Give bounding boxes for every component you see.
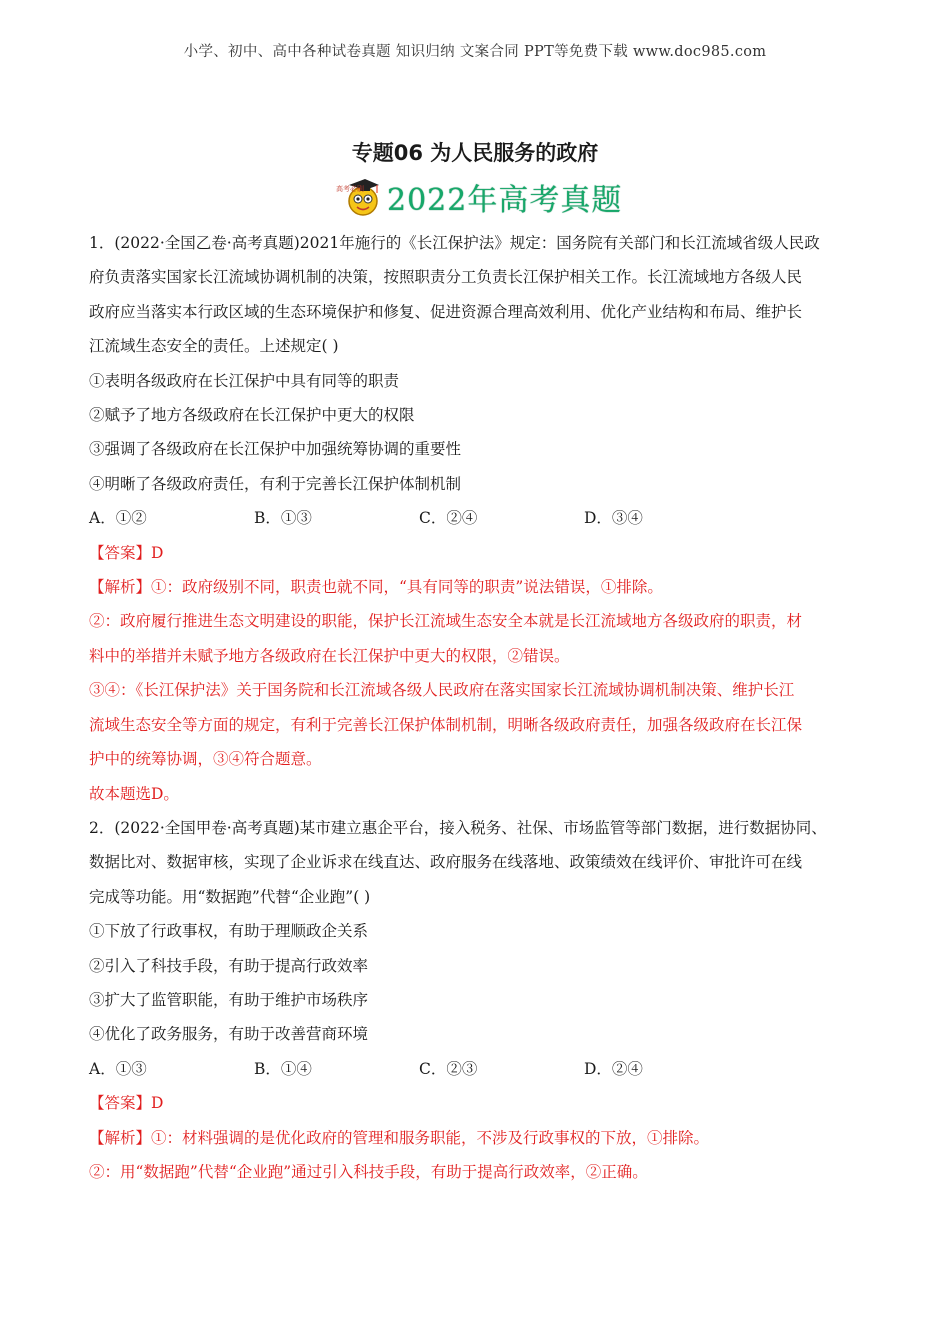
analysis-line: ②：政府履行推进生态文明建设的职能，保护长江流域生态安全本就是长江流域地方各级政府的职责，材 [89, 612, 803, 631]
option-a: A．①② [89, 509, 147, 528]
exam-banner [335, 175, 622, 219]
answer-options [89, 501, 864, 535]
page-title: 专题06 为人民服务的政府 [351, 141, 599, 165]
option-b: B．①④ [254, 1059, 312, 1078]
answer-label: 【答案】D [89, 1094, 164, 1113]
question-stem-line: 2．(2022·全国甲卷·高考真题)某市建立惠企平台，接入税务、社保、市场监管等部门数据，进行数据协同、 [89, 818, 827, 837]
document-body [89, 226, 864, 1189]
question-stem-line: 1．(2022·全国乙卷·高考真题)2021年施行的《长江保护法》规定：国务院有关部门和长江流域省级人民政 [89, 234, 820, 252]
analysis-line: 料中的举措并未赋予地方各级政府在长江保护中更大的权限，②错误。 [89, 646, 570, 665]
analysis-line: 【解析】①：材料强调的是优化政府的管理和服务职能，不涉及行政事权的下放，①排除。 [89, 1128, 710, 1147]
answer-label: 【答案】D [89, 543, 164, 562]
analysis-line: ③④：《长江保护法》关于国务院和长江流域各级人民政府在落实国家长江流域协调机制决策、维护长江 [89, 681, 795, 700]
analysis-line: 【解析】①：政府级别不同，职责也就不同，“具有同等的职责”说法错误，①排除。 [89, 578, 663, 597]
site-header: 小学、初中、高中各种试卷真题 知识归纳 文案合同 PPT等免费下载 www.doc985.com [183, 44, 767, 60]
statement-item: ③扩大了监管职能，有助于维护市场秩序 [89, 990, 369, 1009]
statement-item: ①表明各级政府在长江保护中具有同等的职责 [89, 371, 400, 390]
option-d: D．②④ [584, 1059, 643, 1078]
statement-item: ③强调了各级政府在长江保护中加强统筹协调的重要性 [89, 440, 462, 459]
option-a: A．①③ [89, 1059, 147, 1078]
statement-item: ④优化了政务服务，有助于改善营商环境 [89, 1025, 369, 1044]
question-1 [89, 226, 864, 811]
analysis-line: ②：用“数据跑”代替“企业跑”通过引入科技手段，有助于提高行政效率，②正确。 [89, 1162, 648, 1181]
analysis-line: 流域生态安全等方面的规定，有利于完善长江保护体制机制，明晰各级政府责任，加强各级政府在长江保 [89, 715, 803, 734]
question-stem-line: 江流域生态安全的责任。上述规定( ) [89, 337, 339, 356]
question-stem-line: 完成等功能。用“数据跑”代替“企业跑”( ) [89, 887, 371, 906]
question-2 [89, 811, 864, 1189]
statement-item: ②引入了科技手段，有助于提高行政效率 [89, 956, 369, 975]
question-stem-line: 政府应当落实本行政区域的生态环境保护和修复、促进资源合理高效利用、优化产业结构和布局、维护长 [89, 302, 803, 321]
statement-item: ②赋予了地方各级政府在长江保护中更大的权限 [89, 406, 415, 425]
banner-text: 2022年高考真题 [387, 183, 623, 218]
option-c: C．②④ [419, 509, 478, 528]
logo-text: 高考必刷 [336, 185, 364, 193]
statement-item: ①下放了行政事权，有助于理顺政企关系 [89, 922, 369, 941]
answer-options [89, 1052, 864, 1086]
question-stem-line: 数据比对、数据审核，实现了企业诉求在线直达、政府服务在线落地、政策绩效在线评价、审批许可在线 [89, 853, 803, 872]
analysis-line: 护中的统筹协调，③④符合题意。 [89, 750, 322, 769]
statement-item: ④明晰了各级政府责任，有利于完善长江保护体制机制 [89, 474, 462, 493]
option-c: C．②③ [419, 1059, 478, 1078]
question-stem-line: 府负责落实国家长江流域协调机制的决策，按照职责分工负责长江保护相关工作。长江流域地方各级人民 [89, 268, 803, 287]
option-d: D．③④ [584, 509, 643, 528]
mascot-logo-icon [335, 175, 383, 219]
option-b: B．①③ [254, 509, 312, 528]
analysis-conclusion: 故本题选D。 [89, 784, 179, 803]
